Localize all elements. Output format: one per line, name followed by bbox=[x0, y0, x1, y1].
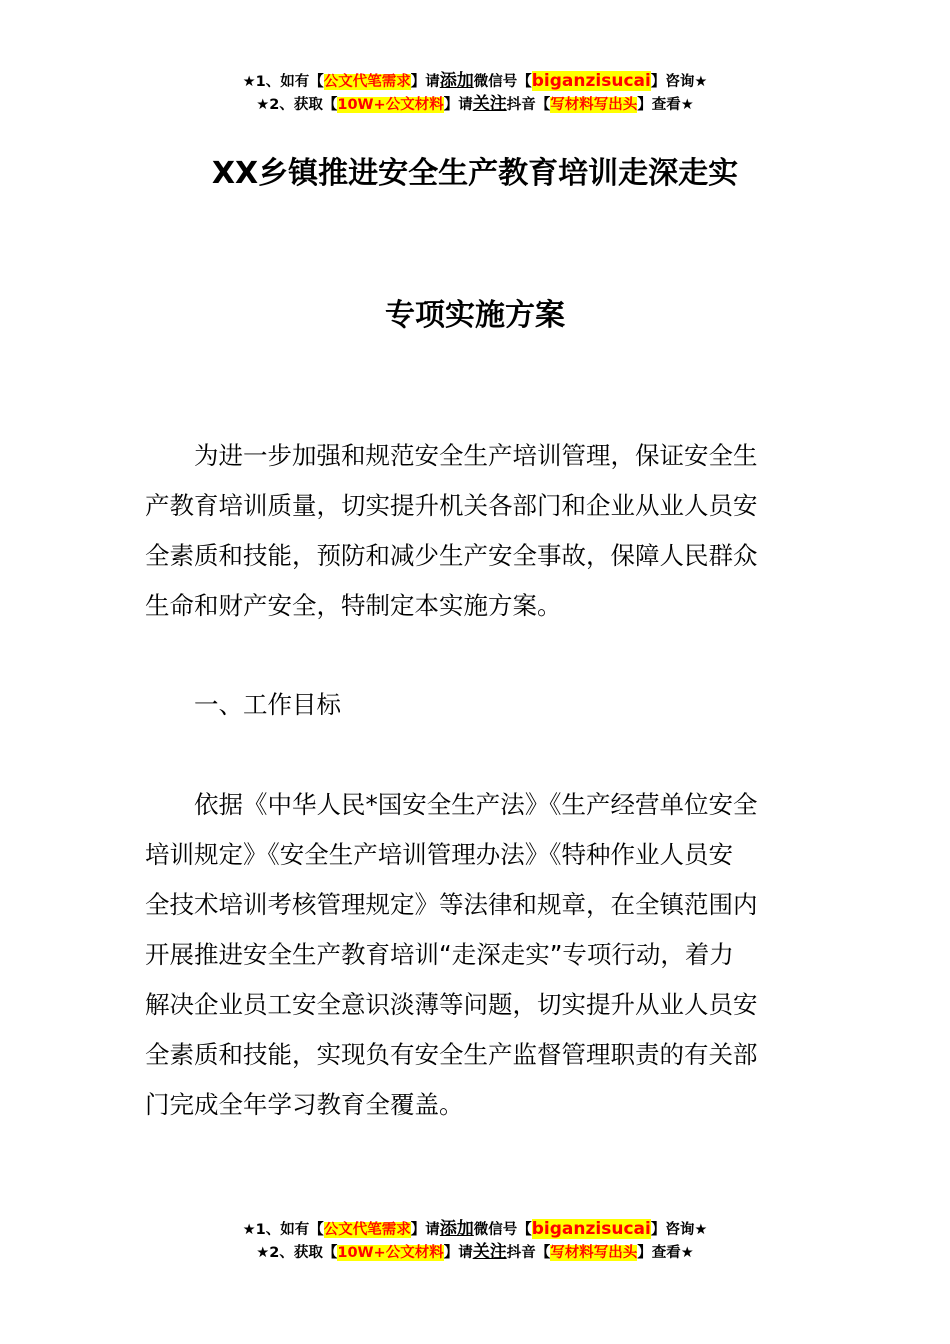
paragraph-line: 解决企业员工安全意识淡薄等问题，切实提升从业人员安 bbox=[145, 990, 758, 1019]
promo-highlight: 公文代笔需求 bbox=[323, 74, 411, 90]
promo-text: 抖音【 bbox=[506, 1245, 551, 1261]
paragraph-line: 为进一步加强和规范安全生产培训管理，保证安全生 bbox=[194, 441, 758, 470]
promo-emphasis: 添加 bbox=[439, 1219, 474, 1239]
promo-line-1 bbox=[0, 70, 950, 93]
promo-text: 】咨询★ bbox=[650, 1222, 708, 1238]
promo-highlight: 10W+公文材料 bbox=[337, 1245, 444, 1261]
promo-text: 】查看★ bbox=[637, 97, 694, 113]
promo-footer bbox=[0, 1218, 950, 1264]
promo-line-2 bbox=[0, 1241, 950, 1264]
document-subtitle: 专项实施方案 bbox=[385, 298, 565, 333]
paragraph-line: 开展推进安全生产教育培训“走深走实”专项行动，着力 bbox=[145, 940, 734, 969]
section-paragraph bbox=[145, 780, 807, 1130]
promo-header bbox=[0, 70, 950, 116]
section-heading bbox=[145, 680, 807, 730]
promo-text: ★2、获取【 bbox=[256, 1245, 338, 1261]
promo-text: ★2、获取【 bbox=[256, 97, 338, 113]
promo-text: 】查看★ bbox=[637, 1245, 694, 1261]
promo-text: 】请 bbox=[410, 1222, 440, 1238]
paragraph-line: 全技术培训考核管理规定》等法律和规章，在全镇范围内 bbox=[145, 890, 758, 919]
promo-emphasis: 关注 bbox=[472, 1242, 507, 1262]
promo-wechat-id: biganzisucai bbox=[531, 1219, 651, 1239]
promo-emphasis: 添加 bbox=[439, 71, 474, 91]
promo-text: 】请 bbox=[443, 1245, 473, 1261]
promo-text: 微信号【 bbox=[473, 74, 532, 90]
paragraph-line: 培训规定》《安全生产培训管理办法》《特种作业人员安 bbox=[145, 840, 733, 869]
promo-text: 】请 bbox=[443, 97, 473, 113]
intro-paragraph bbox=[145, 431, 807, 631]
promo-highlight: 公文代笔需求 bbox=[323, 1222, 411, 1238]
paragraph-line: 依据《中华人民*国安全生产法》《生产经营单位安全 bbox=[194, 790, 758, 819]
promo-text: ★1、如有【 bbox=[242, 1222, 324, 1238]
paragraph-line: 门完成全年学习教育全覆盖。 bbox=[145, 1090, 464, 1119]
paragraph-line: 产教育培训质量，切实提升机关各部门和企业从业人员安 bbox=[145, 491, 758, 520]
document-title: XX乡镇推进安全生产教育培训走深走实 bbox=[211, 156, 739, 191]
promo-highlight: 10W+公文材料 bbox=[337, 97, 444, 113]
promo-emphasis: 关注 bbox=[472, 94, 507, 114]
promo-highlight: 写材料写出头 bbox=[550, 1245, 638, 1261]
promo-highlight: 写材料写出头 bbox=[550, 97, 638, 113]
promo-line-1 bbox=[0, 1218, 950, 1241]
promo-text: 】咨询★ bbox=[650, 74, 708, 90]
promo-text: 】请 bbox=[410, 74, 440, 90]
promo-text: 抖音【 bbox=[506, 97, 551, 113]
section-heading-text: 一、工作目标 bbox=[194, 690, 341, 719]
paragraph-line: 全素质和技能，实现负有安全生产监督管理职责的有关部 bbox=[145, 1040, 758, 1069]
paragraph-line: 全素质和技能，预防和减少生产安全事故，保障人民群众 bbox=[145, 541, 758, 570]
promo-text: 微信号【 bbox=[473, 1222, 532, 1238]
promo-text: ★1、如有【 bbox=[242, 74, 324, 90]
promo-wechat-id: biganzisucai bbox=[531, 71, 651, 91]
promo-line-2 bbox=[0, 93, 950, 116]
paragraph-line: 生命和财产安全，特制定本实施方案。 bbox=[145, 591, 562, 620]
